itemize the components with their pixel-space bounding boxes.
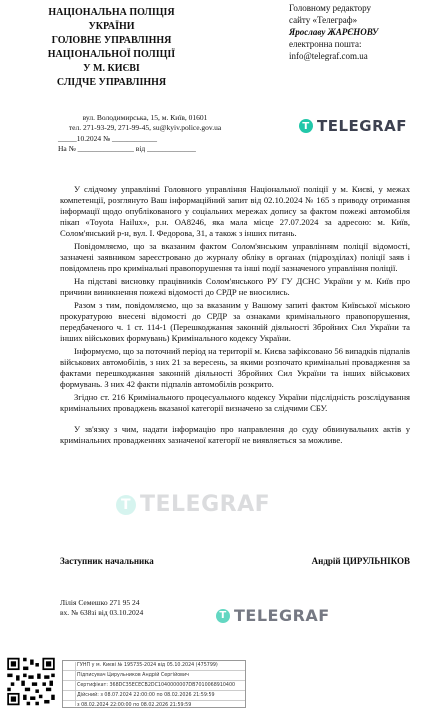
digital-signature-stamp	[62, 660, 246, 708]
body-paragraph: Згідно ст. 216 Кримінального процесуального кодексу України підслідність розслідування кримінальних проваджень вказаної категорії визначено за слідчими СБУ.	[60, 392, 410, 413]
signer-position: Заступник начальника	[60, 556, 154, 566]
executor-block	[60, 598, 143, 618]
org-line: СЛІДЧЕ УПРАВЛІННЯ	[56, 77, 167, 88]
telegraf-logo-icon: T	[216, 609, 230, 623]
recipient-line: Головному редактору	[289, 3, 372, 13]
org-line: НАЦІОНАЛЬНОЇ ПОЛІЦІЇ	[47, 49, 176, 60]
recipient-email: info@telegraf.com.ua	[289, 51, 368, 61]
incoming-ref-line: вх. № 638зі від 03.10.2024	[60, 608, 144, 617]
stamp-line: Сертифікат: 368DC35ECECB2DC1040000007DB7010068910400	[63, 681, 245, 691]
telegraf-logo-icon: T	[299, 119, 313, 133]
recipient-name: Ярославу ЖАРЄНОВУ	[289, 27, 379, 37]
telegraf-watermark	[216, 606, 330, 625]
watermark-text: TELEGRAF	[317, 117, 408, 135]
telegraf-logo-icon: T	[116, 495, 136, 515]
watermark-text: TELEGRAF	[140, 492, 271, 517]
body-paragraph: Повідомляємо, що за вказаним фактом Солом'янським управлінням поліції відомості, зазначені заявником зареєстровано до журналу обліку в органах (підрозділах) поліції заяв і повідомлень про кримінальні правопорушення та інші події зазначеного управління поліції.	[60, 241, 410, 273]
body-paragraph: Разом з тим, повідомляємо, що за вказаним у Вашому запиті фактом Київської міською прокуратурою внесені відомості до СРДР за ознаками кримінального правопорушення, передбаченого ч. 1 ст. 114-1 (Перешкоджання законній діяльності Збройних Сил України та інших військових формувань) Кримінального кодексу України.	[60, 300, 410, 343]
telegraf-watermark	[116, 492, 270, 517]
stamp-line: Дійсний: з 08.07.2024 22:00:00 по 08.02.2026 21:59:59	[63, 691, 245, 701]
stamp-line: ГУНП у м. Києві № 195735-2024 від 05.10.2024 (475799)	[63, 661, 245, 671]
reference-line: На № _______________ від _____________	[58, 144, 196, 153]
issuer-address	[55, 113, 235, 133]
qr-code	[2, 656, 60, 707]
stamp-line: Підписувач Цирульников Андрій Сергійович	[63, 671, 245, 681]
recipient-block	[289, 2, 424, 62]
body-paragraph: У зв'язку з чим, надати інформацію про направлення до суду обвинувальних актів у кримінальних провадженнях зазначеної категорії не виявляється за можливе.	[60, 424, 410, 445]
org-line: У М. КИЄВІ	[83, 63, 140, 74]
letter-body	[60, 184, 410, 448]
issuer-block	[24, 6, 199, 90]
telegraf-watermark	[299, 117, 407, 135]
outgoing-date-line: _____10.2024 № ____________	[58, 134, 158, 143]
signer-name: Андрій ЦИРУЛЬНІКОВ	[311, 556, 410, 566]
signature-row	[60, 556, 410, 566]
contact-line: тел. 271-93-29, 271-99-45, su@kyiv.police.gov.ua	[68, 123, 222, 132]
stamp-line: з 08.02.2024 22:00:00 по 08.02.2026 21:59:59	[77, 703, 192, 708]
recipient-line: сайту «Телеграф»	[289, 15, 358, 25]
org-line: УКРАЇНИ	[88, 21, 135, 32]
body-paragraph: Інформуємо, що за поточний період на території м. Києва зафіксовано 56 випадків підпалів військових автомобілів, з них 21 за вересень, за якими розпочато кримінальні провадження за фактами перешкоджання законній діяльності Збройних Сил України та інших військових формувань. З них 42 факти підпалів автомобілів розкрито.	[60, 346, 410, 389]
stamp-icon	[64, 662, 76, 706]
address-line: вул. Володимирська, 15, м. Київ, 01601	[82, 113, 208, 122]
body-paragraph: У слідчому управлінні Головного управління Національної поліції у м. Києві, у межах компетенції, розглянуто Ваш інформаційний запит від 02.10.2024 № 165 з приводу отримання інформації щодо опублікованого у соціальних мережах допису за фактом пожежі автомобіля пікап «Toyota Hailux», р.н. ОА8246, яка мала місце 27.07.2024 за адресою: м. Київ, Солом'янський р-н, вул. І. Федорова, 31, а також з інших питань.	[60, 184, 410, 238]
recipient-line: електронна пошта:	[289, 39, 362, 49]
body-paragraph: На підставі висновку працівників Солом'янського РУ ГУ ДСНС України у м. Київ про причини виникнення пожежі відомості до СРДР не вносились.	[60, 276, 410, 297]
executor-line: Лілія Семешко 271 95 24	[60, 598, 140, 607]
org-line: ГОЛОВНЕ УПРАВЛІННЯ	[51, 35, 172, 46]
org-line: НАЦІОНАЛЬНА ПОЛІЦІЯ	[48, 7, 175, 18]
watermark-text: TELEGRAF	[234, 606, 330, 625]
